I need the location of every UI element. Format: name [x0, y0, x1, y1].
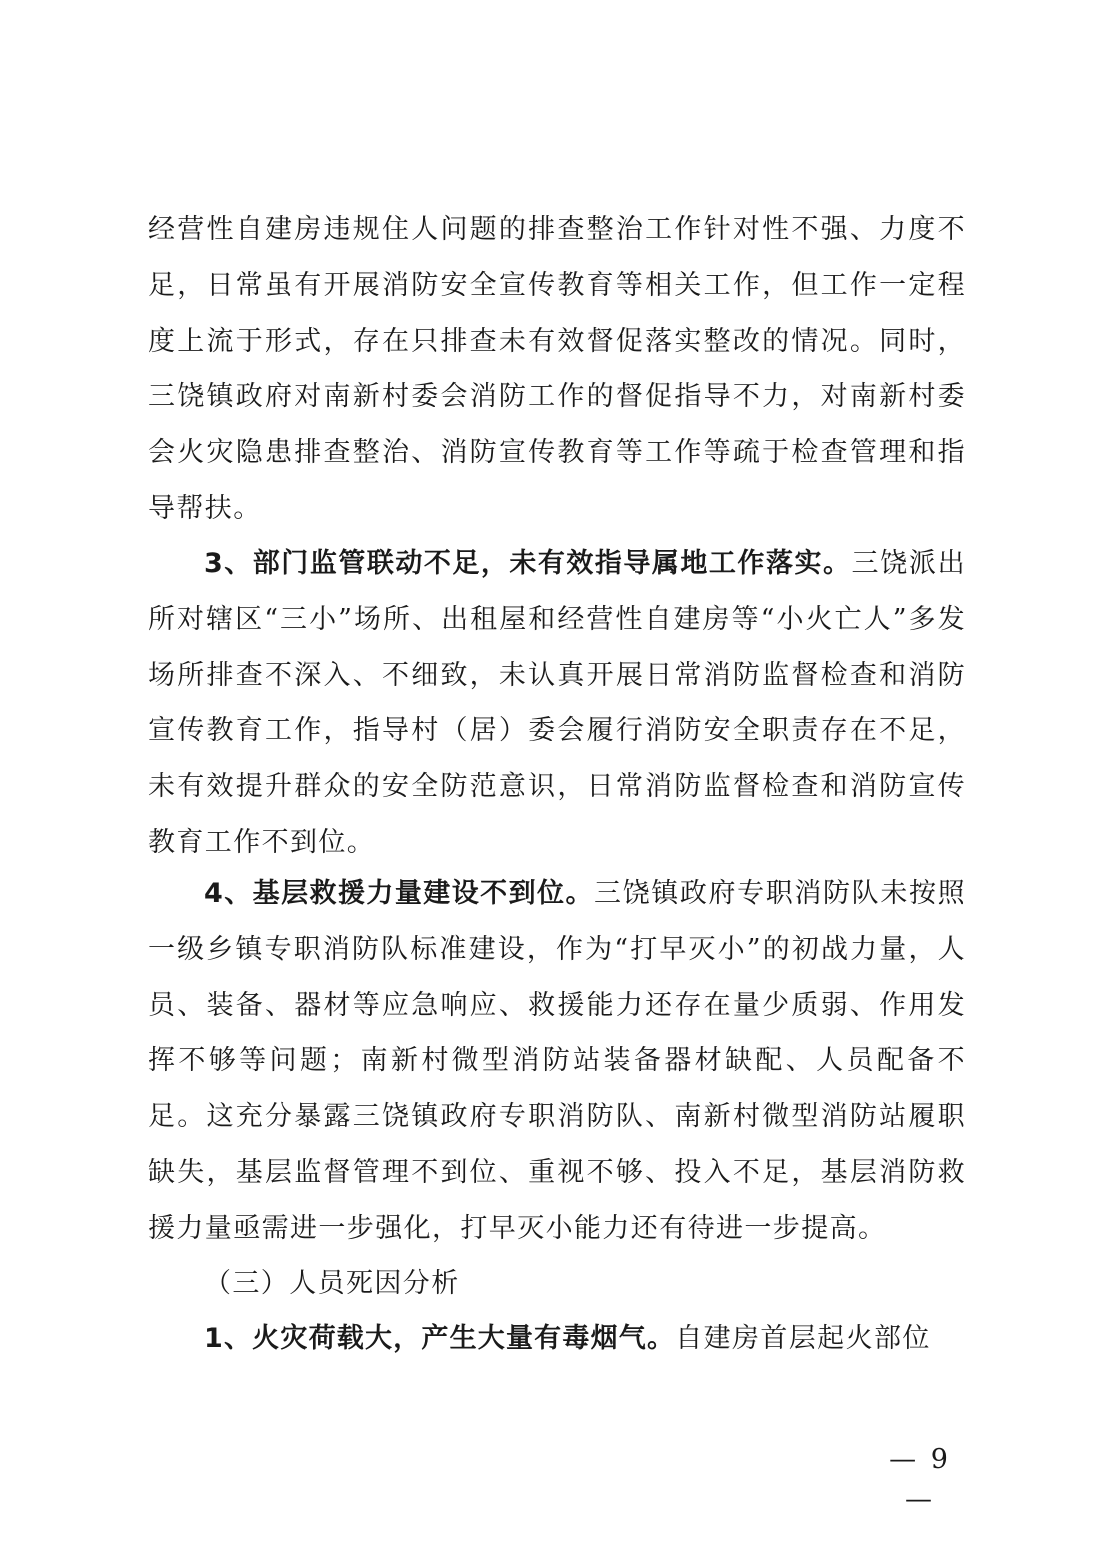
section-heading: （三）人员死因分析 [204, 1268, 460, 1299]
body-paragraph [148, 866, 966, 1257]
paragraph-lead-heading: 3、部门监管联动不足，未有效指导属地工作落实。 [204, 548, 852, 579]
paragraph-body-text: 三饶镇政府专职消防队未按照一级乡镇专职消防队标准建设，作为“打早灭小”的初战力量，人员、装备、器材等应急响应、救援能力还存在量少质弱、作用发挥不够等问题；南新村微型消防站装备器材缺配、人员配备不足。这充分暴露三饶镇政府专职消防队、南新村微型消防站履职缺失，基层监督管理不到位、重视不够、投入不足，基层消防救援力量亟需进一步强化，打早灭小能力还有待进一步提高。 [148, 878, 966, 1244]
body-paragraph: 经营性自建房违规住人问题的排查整治工作针对性不强、力度不足，日常虽有开展消防安全宣传教育等相关工作，但工作一定程度上流于形式，存在只排查未有效督促落实整改的情况。同时，三饶镇政府对南新村委会消防工作的督促指导不力，对南新村委会火灾隐患排查整治、消防宣传教育等工作等疏于检查管理和指导帮扶。 [148, 214, 966, 524]
paragraph-rescue-force [148, 866, 966, 1257]
paragraph-lead-heading: 1、火灾荷载大，产生大量有毒烟气。 [204, 1323, 676, 1354]
paragraph-supervision [148, 536, 966, 871]
paragraph-body-text: 自建房首层起火部位 [675, 1323, 931, 1354]
paragraph-lead-heading: 4、基层救援力量建设不到位。 [204, 878, 594, 909]
body-paragraph [148, 536, 966, 871]
body-paragraph [148, 1311, 966, 1367]
section-heading-block [148, 1256, 966, 1312]
page-number: — 9 — [889, 1444, 951, 1515]
paragraph-body-text: 三饶派出所对辖区“三小”场所、出租屋和经营性自建房等“小火亡人”多发场所排查不深入、不细致，未认真开展日常消防监督检查和消防宣传教育工作，指导村（居）委会履行消防安全职责存在不足，未有效提升群众的安全防范意识，日常消防监督检查和消防宣传教育工作不到位。 [148, 548, 966, 858]
paragraph-continuation [148, 202, 966, 537]
paragraph-fire-load [148, 1311, 966, 1367]
